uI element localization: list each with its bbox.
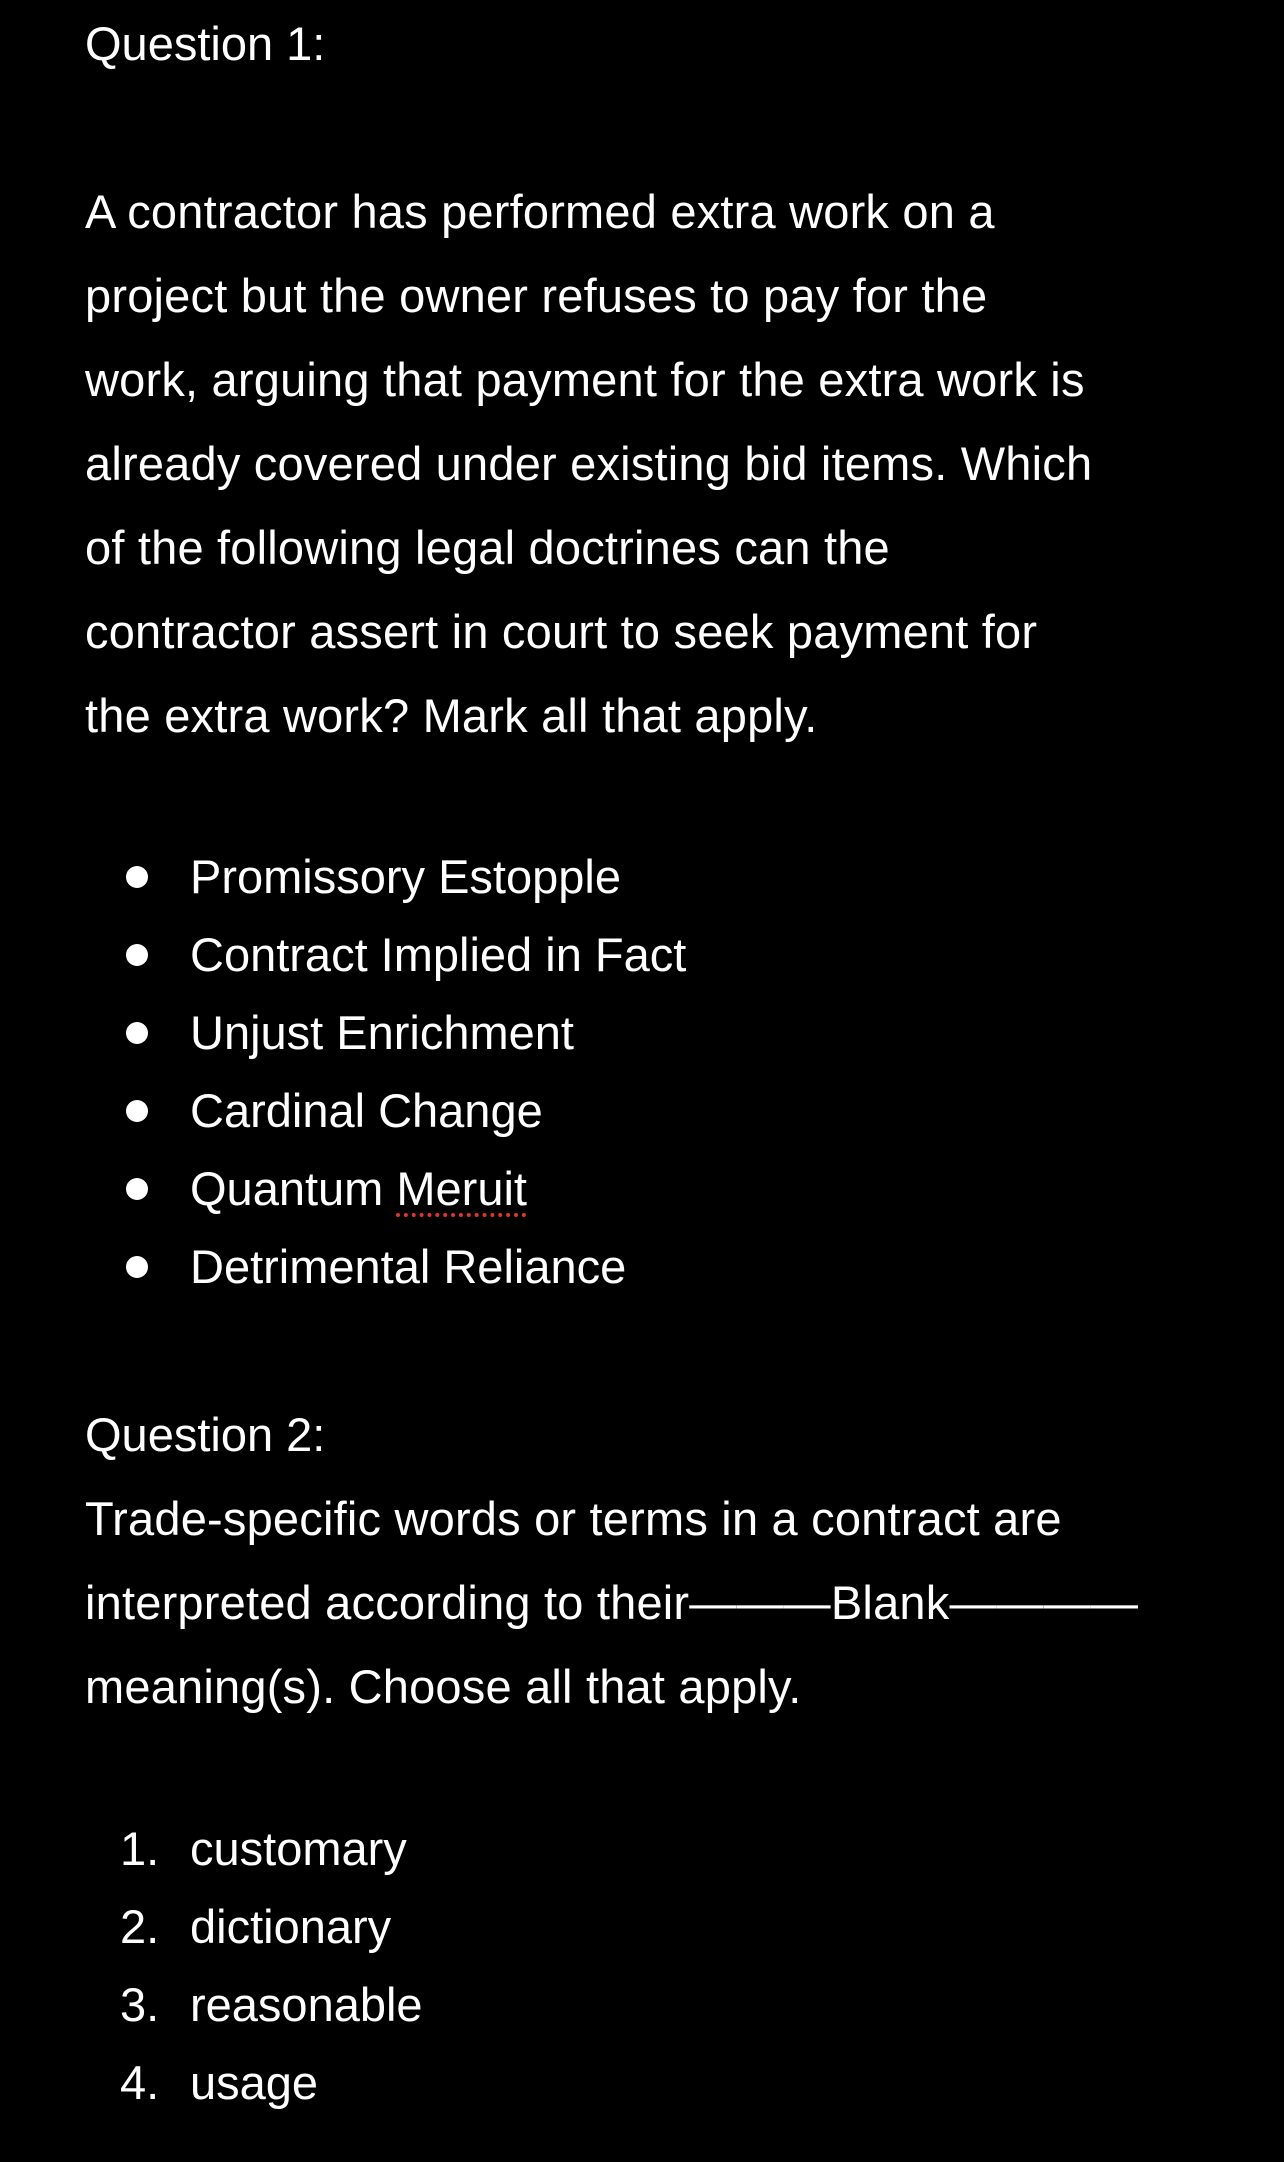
list-number: 4. xyxy=(120,2056,160,2109)
bullet-icon xyxy=(126,944,148,966)
question-2-title: Question 2: xyxy=(85,1408,326,1461)
list-number: 3. xyxy=(120,1978,160,2031)
spellcheck-flagged-word[interactable]: Meruit xyxy=(396,1162,527,1215)
question-1-line: already covered under existing bid items. Which xyxy=(85,437,1093,490)
bullet-icon xyxy=(126,1178,148,1200)
question-1-line: the extra work? Mark all that apply. xyxy=(85,689,818,742)
option-text: Unjust Enrichment xyxy=(190,1006,574,1059)
question-2-line: meaning(s). Choose all that apply. xyxy=(85,1660,802,1713)
option-word: Quantum xyxy=(190,1162,384,1215)
option-text: dictionary xyxy=(190,1900,392,1953)
question-1-line: of the following legal doctrines can the xyxy=(85,521,890,574)
option-text: Detrimental Reliance xyxy=(190,1240,627,1293)
question-1-line: A contractor has performed extra work on a xyxy=(85,185,995,238)
option-text: usage xyxy=(190,2056,319,2109)
bullet-icon xyxy=(126,1256,148,1278)
list-number: 2. xyxy=(120,1900,160,1953)
bullet-icon xyxy=(126,1100,148,1122)
option-text: customary xyxy=(190,1822,407,1875)
option-text: Promissory Estopple xyxy=(190,850,621,903)
bullet-icon xyxy=(126,1022,148,1044)
list-number: 1. xyxy=(120,1822,160,1875)
question-2-text xyxy=(85,1477,1138,1729)
option-text: Contract Implied in Fact xyxy=(190,928,687,981)
question-1-line: work, arguing that payment for the extra work is xyxy=(85,353,1085,406)
question-1-line: project but the owner refuses to pay for the xyxy=(85,269,988,322)
option-text xyxy=(190,1150,527,1228)
bullet-icon xyxy=(126,866,148,888)
question-1-text xyxy=(85,170,1092,758)
question-2-line: Trade-specific words or terms in a contract are xyxy=(85,1492,1062,1545)
option-text: Cardinal Change xyxy=(190,1084,543,1137)
option-text: reasonable xyxy=(190,1978,423,2031)
question-1-line: contractor assert in court to seek payment for xyxy=(85,605,1038,658)
question-1-title: Question 1: xyxy=(85,17,326,70)
question-2-line: interpreted according to their———Blank———— xyxy=(85,1576,1139,1629)
